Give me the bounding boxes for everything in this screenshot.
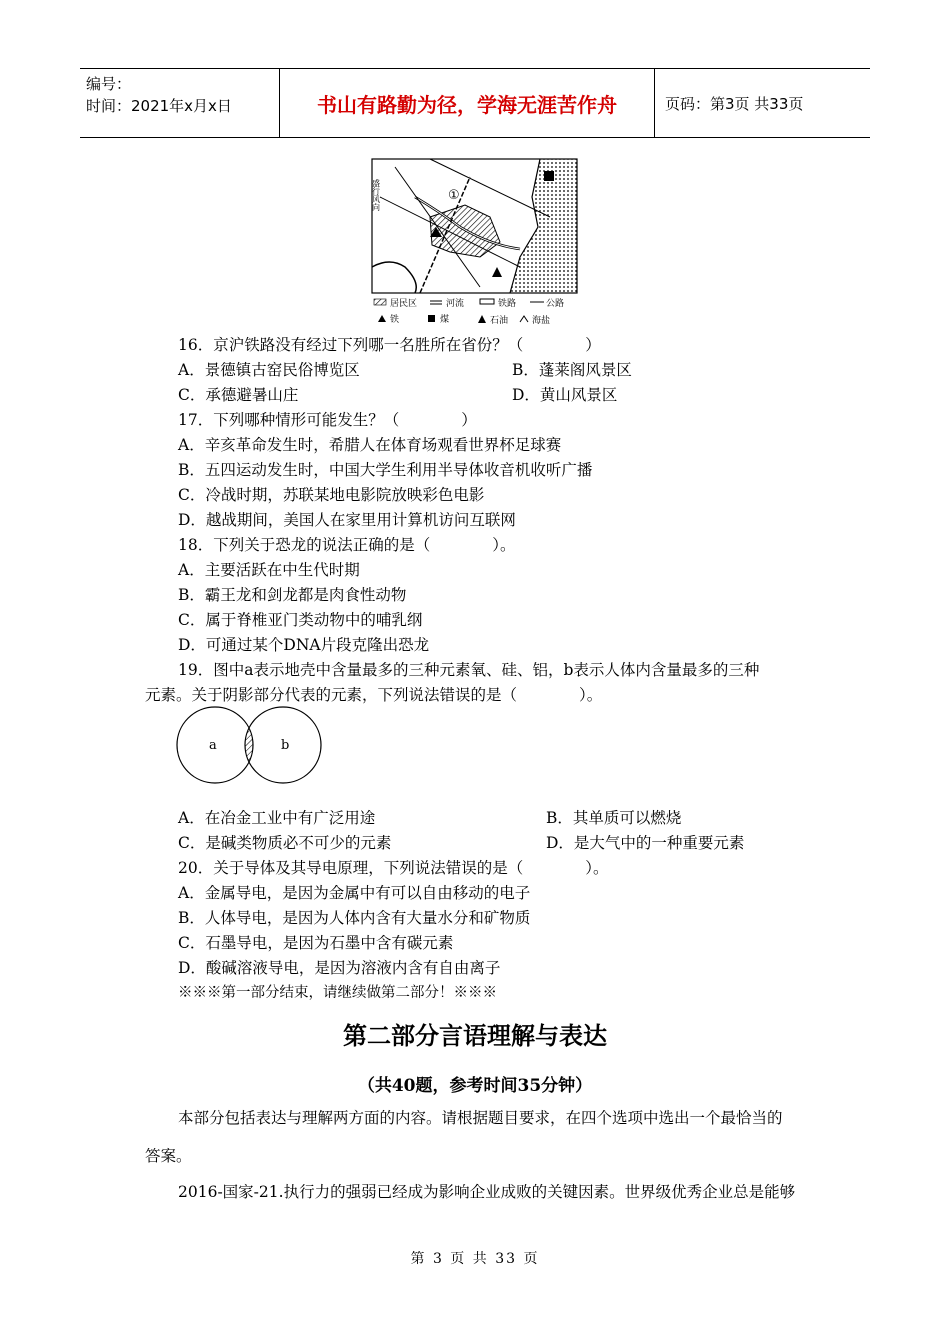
map-marker: ①	[448, 188, 460, 203]
q20-option-a: A．金属导电，是因为金属中有可以自由移动的电子	[178, 884, 531, 902]
q18-option-b: B．霸王龙和剑龙都是肉食性动物	[178, 586, 407, 604]
q18-option-d: D．可通过某个DNA片段克隆出恐龙	[178, 636, 430, 654]
coal-icon	[544, 171, 554, 181]
map-figure	[370, 157, 585, 327]
q19-option-c: C．是碱类物质必不可少的元素	[178, 834, 392, 852]
q18-option-c: C．属于脊椎亚门类动物中的哺乳纲	[178, 611, 423, 629]
part2-subtitle: （共40题，参考时间35分钟）	[357, 1076, 593, 1096]
header-page-label: 页码：第3页 共33页	[665, 94, 804, 113]
venn-diagram	[175, 703, 323, 787]
q16-option-d: D．黄山风景区	[512, 386, 618, 404]
part2-intro-line1: 本部分包括表达与理解两方面的内容。请根据题目要求，在四个选项中选出一个最恰当的	[178, 1109, 783, 1127]
venn-label-a: a	[209, 738, 217, 753]
header-motto: 书山有路勤为径，学海无涯苦作舟	[280, 69, 655, 137]
part1-end-note: ※※※第一部分结束，请继续做第二部分！※※※	[178, 985, 497, 1001]
q20-stem: 20．关于导体及其导电原理，下列说法错误的是（ ）。	[178, 859, 609, 877]
q17-option-a: A．辛亥革命发生时，希腊人在体育场观看世界杯足球赛	[178, 436, 562, 454]
q17-option-b: B．五四运动发生时，中国大学生利用半导体收音机收听广播	[178, 461, 593, 479]
q20-option-b: B．人体导电，是因为人体内含有大量水分和矿物质	[178, 909, 531, 927]
legend-3: 铁路	[498, 299, 517, 309]
number-label: 编号：	[86, 75, 132, 93]
q16-option-c: C．承德避暑山庄	[178, 386, 299, 404]
q16-stem: 16．京沪铁路没有经过下列哪一名胜所在省份？（ ）	[178, 336, 601, 354]
map-legend	[374, 297, 564, 326]
q18-option-a: A．主要活跃在中生代时期	[178, 561, 360, 579]
q21-stem: 2016-国家-21.执行力的强弱已经成为影响企业成败的关键因素。世界级优秀企业总是能够	[178, 1183, 796, 1201]
q19-stem-line1: 19．图中a表示地壳中含量最多的三种元素氧、硅、铝，b表示人体内含量最多的三种	[178, 661, 760, 679]
venn-label-b: b	[281, 738, 290, 753]
q17-option-c: C．冷战时期，苏联某地电影院放映彩色电影	[178, 486, 485, 504]
q17-stem: 17．下列哪种情形可能发生？（ ）	[178, 411, 477, 429]
time-label: 时间：2021年x月x日	[86, 97, 232, 115]
page-footer: 第 3 页 共 33 页	[410, 1251, 540, 1267]
part2-intro-line2: 答案。	[145, 1147, 192, 1165]
legend-2: 河流	[446, 299, 465, 309]
q20-option-c: C．石墨导电，是因为石墨中含有碳元素	[178, 934, 454, 952]
wind-label: 盛行风向	[371, 179, 381, 211]
q16-option-a: A．景德镇古窑民俗博览区	[178, 361, 360, 379]
q19-option-b: B．其单质可以燃烧	[546, 809, 682, 827]
q17-option-d: D．越战期间，美国人在家里用计算机访问互联网	[178, 511, 516, 529]
legend-5: 铁	[390, 315, 400, 325]
legend-6: 煤	[440, 315, 450, 325]
part2-title: 第二部分言语理解与表达	[343, 1021, 607, 1050]
legend-8: 海盐	[532, 316, 551, 326]
legend-7: 石油	[490, 316, 509, 326]
legend-4: 公路	[546, 299, 565, 309]
q19-option-d: D．是大气中的一种重要元素	[546, 834, 745, 852]
q18-stem: 18．下列关于恐龙的说法正确的是（ ）。	[178, 536, 516, 554]
q16-option-b: B．蓬莱阁风景区	[512, 361, 632, 379]
page-header	[80, 68, 870, 138]
legend-1: 居民区	[390, 299, 418, 309]
q20-option-d: D．酸碱溶液导电，是因为溶液内含有自由离子	[178, 959, 501, 977]
q19-option-a: A．在冶金工业中有广泛用途	[178, 809, 376, 827]
header-meta	[80, 69, 280, 137]
q19-stem-line2: 元素。关于阴影部分代表的元素，下列说法错误的是（ ）。	[145, 686, 603, 704]
